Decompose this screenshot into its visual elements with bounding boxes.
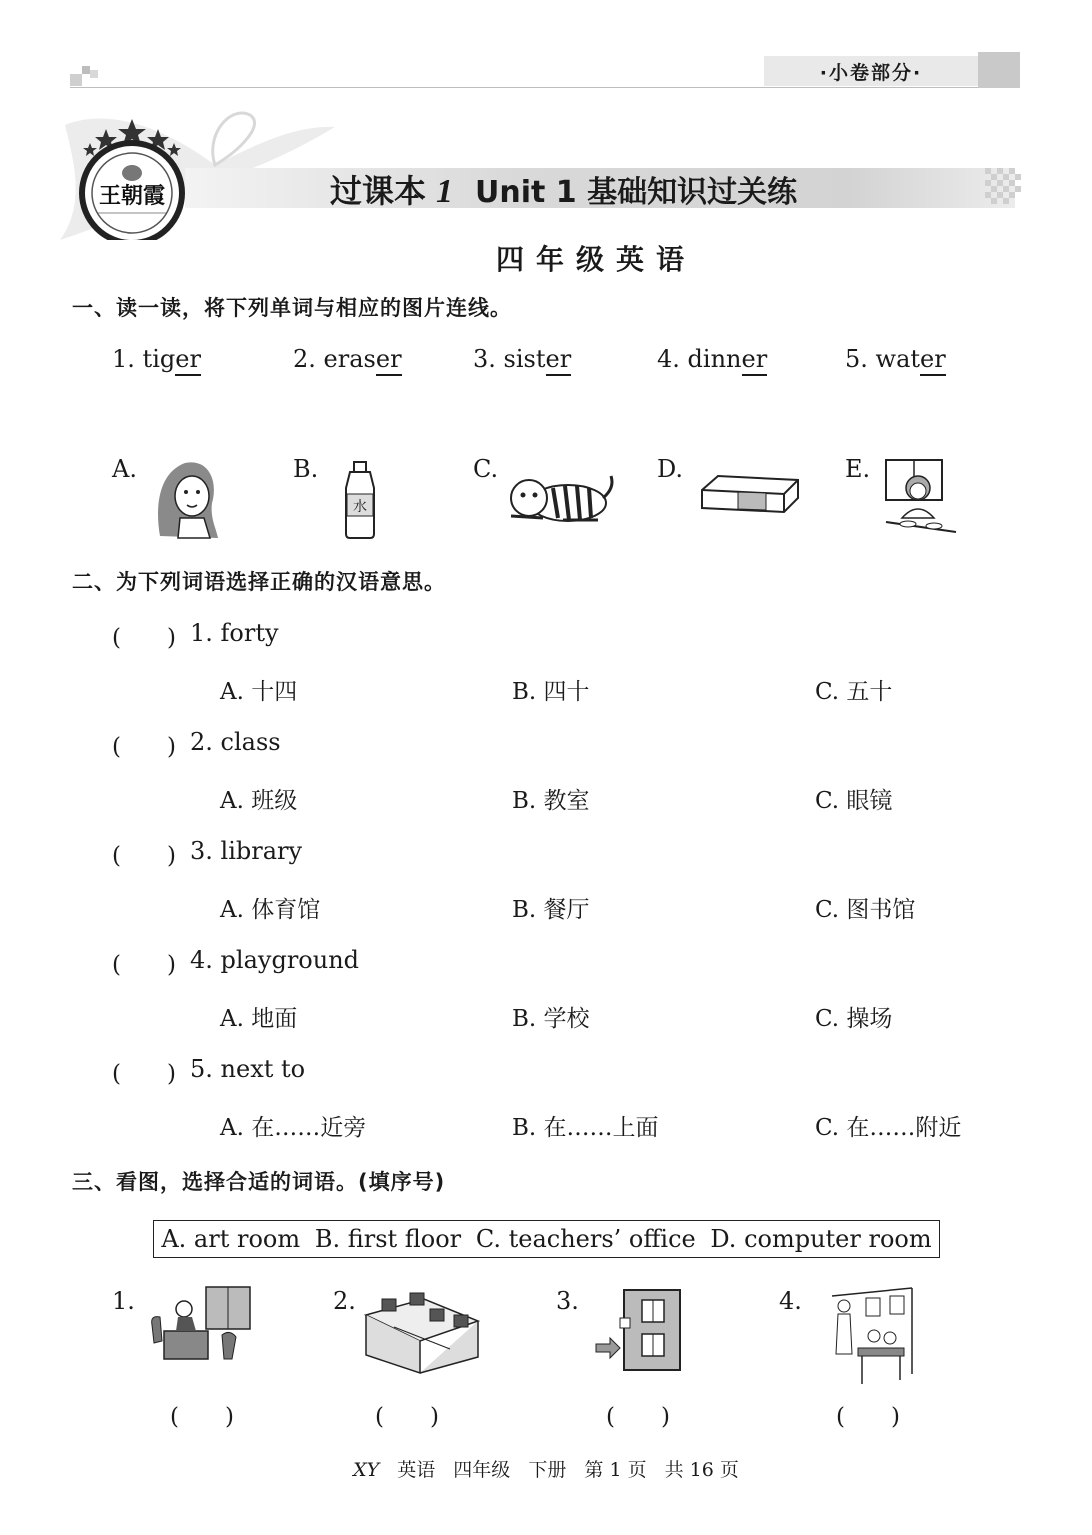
item-number: 4. <box>779 1287 802 1315</box>
header-rule <box>70 87 1020 88</box>
footer-subject: 英语 <box>397 1459 436 1481</box>
option-c: C. 五十 <box>815 679 893 705</box>
picture-label: D. <box>657 455 684 483</box>
option-c: C. 眼镜 <box>815 788 893 814</box>
title-main: 过课本 <box>330 172 427 210</box>
item-number: 1. <box>112 1287 135 1315</box>
answer-blank[interactable]: ( ) <box>112 843 176 869</box>
footer-code: XY <box>353 1459 380 1481</box>
option-a: A. 体育馆 <box>220 897 321 923</box>
answer-blank[interactable]: ( ) <box>836 1404 900 1430</box>
corner-decoration <box>70 74 82 86</box>
page-title <box>330 166 797 210</box>
title-subtitle: Unit 1 基础知识过关练 <box>475 175 798 210</box>
word-item: 5. water <box>845 345 946 373</box>
option-a: A. 十四 <box>220 679 298 705</box>
eraser-icon <box>698 472 803 517</box>
building-first-floor-icon <box>594 1288 688 1373</box>
svg-text:水: 水 <box>353 499 367 515</box>
answer-blank[interactable]: ( ) <box>170 1404 234 1430</box>
word-bank <box>153 1220 940 1258</box>
picture-label: A. <box>112 455 137 483</box>
logo-seal <box>76 115 188 240</box>
footer-page: 第 1 页 <box>584 1459 647 1481</box>
word-bank-option: A. art room <box>161 1225 301 1253</box>
page-footer <box>0 1455 1092 1482</box>
picture-label: E. <box>845 455 871 483</box>
section-tag: ·小卷部分· <box>764 56 978 86</box>
option-b: B. 在……上面 <box>512 1115 659 1141</box>
question-word: 2. class <box>190 728 281 756</box>
girl-portrait-icon <box>150 458 220 540</box>
checker-decoration <box>985 168 1025 208</box>
part3-heading: 三、看图，选择合适的词语。(填序号) <box>72 1170 446 1194</box>
word-item: 1. tiger <box>112 345 201 373</box>
option-a: A. 班级 <box>220 788 298 814</box>
picture-label: C. <box>473 455 499 483</box>
answer-blank[interactable]: ( ) <box>112 952 176 978</box>
word-bank-option: D. computer room <box>710 1225 932 1253</box>
footer-term: 下册 <box>528 1459 567 1481</box>
tiger-icon <box>503 468 618 530</box>
question-word: 3. library <box>190 837 303 865</box>
corner-decoration <box>82 66 90 74</box>
answer-blank[interactable]: ( ) <box>112 734 176 760</box>
answer-blank[interactable]: ( ) <box>606 1404 670 1430</box>
option-a: A. 地面 <box>220 1006 298 1032</box>
dinner-scene-icon <box>884 458 959 538</box>
option-a: A. 在……近旁 <box>220 1115 367 1141</box>
option-c: C. 操场 <box>815 1006 893 1032</box>
word-item: 4. dinner <box>657 345 767 373</box>
svg-text:王朝霞: 王朝霞 <box>98 183 166 209</box>
option-b: B. 学校 <box>512 1006 590 1032</box>
computer-room-scene-icon <box>364 1285 480 1375</box>
word-item: 2. eraser <box>293 345 402 373</box>
question-word: 4. playground <box>190 946 360 974</box>
section-tag-block <box>978 52 1020 88</box>
art-room-scene-icon <box>828 1284 916 1388</box>
question-word: 5. next to <box>190 1055 306 1083</box>
word-bank-option: B. first floor <box>314 1225 462 1253</box>
title-number: 1 <box>436 173 454 210</box>
option-b: B. 教室 <box>512 788 590 814</box>
word-bank-option: C. teachers’ office <box>475 1225 696 1253</box>
footer-total: 共 16 页 <box>664 1459 739 1481</box>
water-bottle-icon <box>340 460 380 540</box>
answer-blank[interactable]: ( ) <box>375 1404 439 1430</box>
corner-decoration <box>90 70 98 78</box>
option-b: B. 餐厅 <box>512 897 590 923</box>
option-c: C. 图书馆 <box>815 897 916 923</box>
part1-heading: 一、读一读，将下列单词与相应的图片连线。 <box>72 296 512 320</box>
item-number: 2. <box>333 1287 356 1315</box>
item-number: 3. <box>556 1287 579 1315</box>
office-scene-icon <box>148 1285 254 1367</box>
picture-label: B. <box>293 455 319 483</box>
answer-blank[interactable]: ( ) <box>112 625 176 651</box>
part2-heading: 二、为下列词语选择正确的汉语意思。 <box>72 570 446 594</box>
answer-blank[interactable]: ( ) <box>112 1061 176 1087</box>
option-c: C. 在……附近 <box>815 1115 962 1141</box>
word-item: 3. sister <box>473 345 571 373</box>
grade-heading: 四年级英语 <box>495 243 696 276</box>
option-b: B. 四十 <box>512 679 590 705</box>
footer-grade: 四年级 <box>453 1459 511 1481</box>
question-word: 1. forty <box>190 619 279 647</box>
